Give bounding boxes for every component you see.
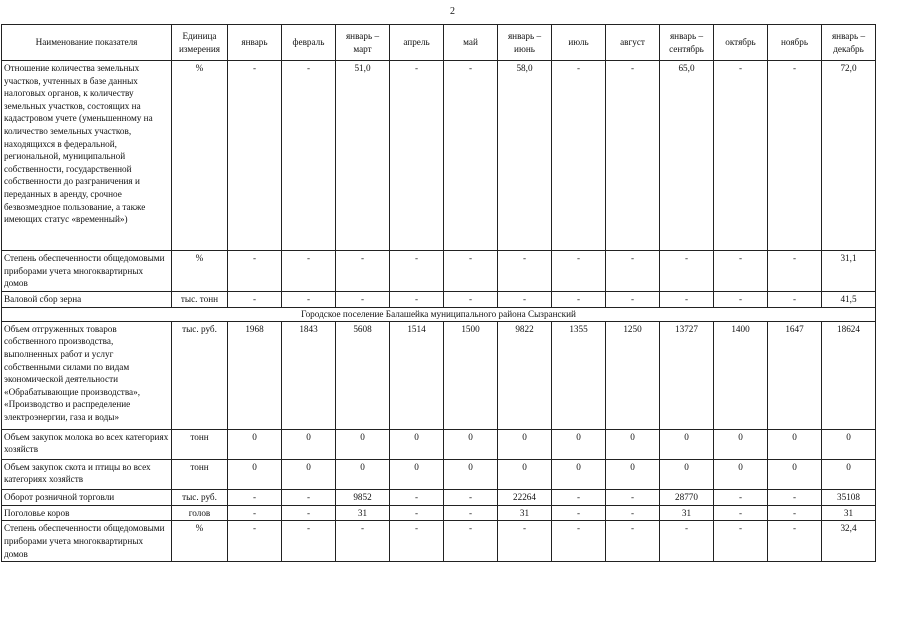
- indicator-value: -: [228, 505, 282, 521]
- indicator-name: Объем закупок скота и птицы во всех категориях хозяйств: [2, 459, 172, 489]
- indicator-value: -: [552, 505, 606, 521]
- indicator-unit: голов: [172, 505, 228, 521]
- section-title: Городское поселение Балашейка муниципального района Сызранский: [2, 307, 876, 321]
- indicator-value: 0: [228, 429, 282, 459]
- indicator-value: -: [660, 251, 714, 292]
- indicator-unit: тонн: [172, 429, 228, 459]
- column-header-unit: Единица измерения: [172, 25, 228, 61]
- indicator-unit: %: [172, 251, 228, 292]
- indicator-value: -: [390, 61, 444, 251]
- indicator-name: Поголовье коров: [2, 505, 172, 521]
- indicator-value: 0: [336, 459, 390, 489]
- section-row: [2, 307, 876, 321]
- indicator-value: -: [768, 251, 822, 292]
- indicator-value: -: [714, 505, 768, 521]
- indicator-value: 0: [660, 429, 714, 459]
- indicator-value: -: [228, 251, 282, 292]
- indicator-value: -: [282, 61, 336, 251]
- table-row: [2, 291, 876, 307]
- indicator-value: -: [336, 251, 390, 292]
- indicator-value: 65,0: [660, 61, 714, 251]
- indicator-value: -: [282, 521, 336, 562]
- indicator-value: 0: [282, 459, 336, 489]
- indicator-value: -: [228, 521, 282, 562]
- indicator-name: Оборот розничной торговли: [2, 489, 172, 505]
- indicator-value: -: [606, 489, 660, 505]
- indicator-unit: тыс. руб.: [172, 489, 228, 505]
- indicator-value: -: [714, 489, 768, 505]
- indicator-unit: %: [172, 521, 228, 562]
- indicator-value: 13727: [660, 321, 714, 429]
- indicator-value: -: [552, 61, 606, 251]
- indicator-value: -: [228, 489, 282, 505]
- indicator-value: -: [444, 489, 498, 505]
- indicator-value: 0: [390, 459, 444, 489]
- indicator-value: -: [768, 291, 822, 307]
- column-header-name: Наименование показателя: [2, 25, 172, 61]
- indicator-unit: тыс. руб.: [172, 321, 228, 429]
- table-row: [2, 61, 876, 251]
- indicator-value: 0: [768, 429, 822, 459]
- column-header-period: январь: [228, 25, 282, 61]
- indicator-value: -: [390, 505, 444, 521]
- indicator-value: 5608: [336, 321, 390, 429]
- indicator-name: Валовой сбор зерна: [2, 291, 172, 307]
- indicator-value: -: [498, 251, 552, 292]
- indicator-value: 58,0: [498, 61, 552, 251]
- indicator-value: 1514: [390, 321, 444, 429]
- indicator-value: 0: [444, 429, 498, 459]
- indicator-value: 0: [282, 429, 336, 459]
- indicator-value: -: [390, 489, 444, 505]
- column-header-period: май: [444, 25, 498, 61]
- indicator-value: -: [444, 505, 498, 521]
- indicator-value: -: [282, 291, 336, 307]
- indicator-unit: %: [172, 61, 228, 251]
- column-header-period: февраль: [282, 25, 336, 61]
- indicator-value: -: [390, 251, 444, 292]
- indicator-value: -: [768, 61, 822, 251]
- table-row: [2, 251, 876, 292]
- indicator-value: -: [336, 521, 390, 562]
- indicator-value: -: [606, 291, 660, 307]
- indicator-value: 0: [498, 459, 552, 489]
- indicator-value: -: [336, 291, 390, 307]
- indicator-value: -: [768, 505, 822, 521]
- indicator-value: -: [498, 521, 552, 562]
- indicator-value: -: [552, 521, 606, 562]
- table-row: [2, 521, 876, 562]
- indicator-value: -: [390, 521, 444, 562]
- indicator-value: 0: [606, 429, 660, 459]
- indicator-value: 0: [768, 459, 822, 489]
- indicator-value: 22264: [498, 489, 552, 505]
- indicator-value: 31: [822, 505, 876, 521]
- table-body-bottom: [2, 321, 876, 561]
- indicator-value: -: [714, 521, 768, 562]
- indicator-value: 1355: [552, 321, 606, 429]
- indicator-name: Степень обеспеченности общедомовыми приборами учета многоквартирных домов: [2, 521, 172, 562]
- table-row: [2, 489, 876, 505]
- indicator-value: -: [552, 291, 606, 307]
- table-row: [2, 459, 876, 489]
- table-row: [2, 321, 876, 429]
- indicator-value: -: [606, 251, 660, 292]
- column-header-period: апрель: [390, 25, 444, 61]
- indicator-value: -: [606, 61, 660, 251]
- indicator-value: 0: [552, 429, 606, 459]
- column-header-period: январь – июнь: [498, 25, 552, 61]
- indicator-value: -: [228, 291, 282, 307]
- indicator-value: 31: [498, 505, 552, 521]
- indicator-value: -: [444, 251, 498, 292]
- indicator-value: 0: [714, 459, 768, 489]
- indicator-value: -: [282, 489, 336, 505]
- column-header-period: июль: [552, 25, 606, 61]
- indicator-value: -: [444, 521, 498, 562]
- indicator-value: -: [228, 61, 282, 251]
- indicator-value: 0: [822, 459, 876, 489]
- indicator-value: -: [444, 291, 498, 307]
- indicator-value: 1968: [228, 321, 282, 429]
- indicator-value: -: [660, 291, 714, 307]
- indicator-value: 0: [444, 459, 498, 489]
- indicator-value: 0: [714, 429, 768, 459]
- column-header-period: январь – март: [336, 25, 390, 61]
- indicator-value: 0: [390, 429, 444, 459]
- indicator-value: 1250: [606, 321, 660, 429]
- indicator-unit: тонн: [172, 459, 228, 489]
- indicator-name: Отношение количества земельных участков, учтенных в базе данных налоговых органов, к количеству земельных участков, состоящих на кадастровом учете (уменьшенному на количество земельных участков, находящихся в федеральной, региональной, муниципальной собственности, государственной собственности до разграничения и переданных в аренду, срочное безвозмездное пользование, а также имеющих статус «временный»): [2, 61, 172, 251]
- indicator-value: -: [714, 291, 768, 307]
- table-row: [2, 429, 876, 459]
- column-header-period: ноябрь: [768, 25, 822, 61]
- indicator-value: 32,4: [822, 521, 876, 562]
- indicator-value: -: [282, 251, 336, 292]
- indicator-value: 31: [660, 505, 714, 521]
- indicator-value: -: [714, 61, 768, 251]
- indicator-value: -: [660, 521, 714, 562]
- table-body-top: [2, 61, 876, 308]
- indicator-value: -: [606, 521, 660, 562]
- indicator-value: -: [282, 505, 336, 521]
- indicator-value: 18624: [822, 321, 876, 429]
- indicator-value: -: [768, 521, 822, 562]
- indicator-value: 9852: [336, 489, 390, 505]
- indicator-value: -: [714, 251, 768, 292]
- indicator-value: 1843: [282, 321, 336, 429]
- indicator-value: -: [444, 61, 498, 251]
- indicator-name: Объем закупок молока во всех категориях хозяйств: [2, 429, 172, 459]
- column-header-period: август: [606, 25, 660, 61]
- indicators-table: [1, 24, 876, 562]
- indicator-value: 41,5: [822, 291, 876, 307]
- indicator-value: -: [552, 489, 606, 505]
- indicator-value: 1647: [768, 321, 822, 429]
- table-header: [2, 25, 876, 61]
- indicator-name: Объем отгруженных товаров собственного производства, выполненных работ и услуг собственными силами по видам экономической деятельности «Обрабатывающие производства», «Производство и распределение электроэнергии, газа и воды»: [2, 321, 172, 429]
- indicator-name: Степень обеспеченности общедомовыми приборами учета многоквартирных домов: [2, 251, 172, 292]
- table-row: [2, 505, 876, 521]
- indicator-value: 31,1: [822, 251, 876, 292]
- indicator-unit: тыс. тонн: [172, 291, 228, 307]
- column-header-period: октябрь: [714, 25, 768, 61]
- indicator-value: 0: [336, 429, 390, 459]
- indicator-value: 51,0: [336, 61, 390, 251]
- section-row-group: [2, 307, 876, 321]
- indicator-value: 0: [228, 459, 282, 489]
- indicator-value: 31: [336, 505, 390, 521]
- indicator-value: 1500: [444, 321, 498, 429]
- indicator-value: 0: [606, 459, 660, 489]
- indicator-value: 72,0: [822, 61, 876, 251]
- indicator-value: 35108: [822, 489, 876, 505]
- indicator-value: -: [768, 489, 822, 505]
- indicator-value: 1400: [714, 321, 768, 429]
- indicator-value: -: [498, 291, 552, 307]
- column-header-period: январь – декабрь: [822, 25, 876, 61]
- indicator-value: 28770: [660, 489, 714, 505]
- indicator-value: 0: [552, 459, 606, 489]
- indicator-value: -: [552, 251, 606, 292]
- page-number: 2: [450, 6, 455, 17]
- column-header-period: январь – сентябрь: [660, 25, 714, 61]
- indicator-value: 0: [660, 459, 714, 489]
- indicator-value: 0: [498, 429, 552, 459]
- indicator-value: 0: [822, 429, 876, 459]
- indicator-value: 9822: [498, 321, 552, 429]
- indicator-value: -: [606, 505, 660, 521]
- indicator-value: -: [390, 291, 444, 307]
